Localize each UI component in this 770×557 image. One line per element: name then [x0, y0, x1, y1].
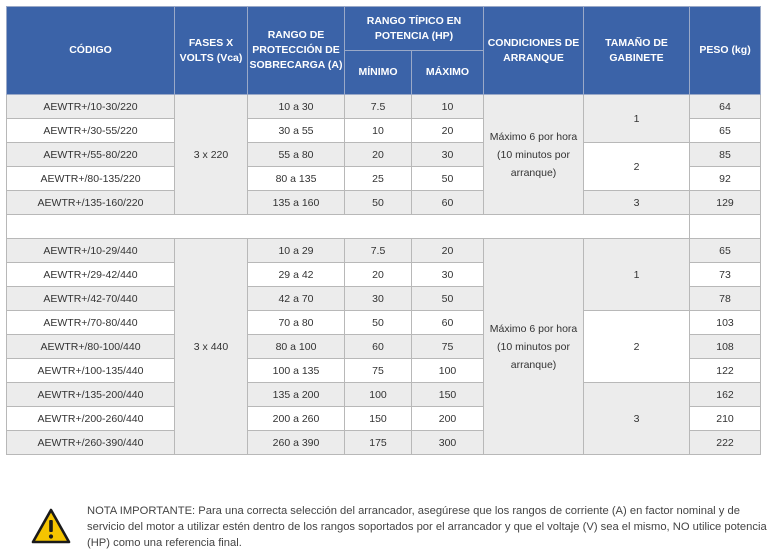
cell-rango: 135 a 200: [248, 383, 345, 407]
header-codigo: CÓDIGO: [7, 7, 175, 95]
cell-max: 30: [412, 263, 484, 287]
table-row: [7, 143, 761, 167]
cell-codigo: AEWTR+/80-135/220: [7, 167, 175, 191]
cell-max: 100: [412, 359, 484, 383]
cell-min: 50: [345, 191, 412, 215]
header-maximo: MÁXIMO: [412, 51, 484, 95]
header-fases: FASES X VOLTS (Vca): [175, 7, 248, 95]
cell-peso: 65: [690, 119, 761, 143]
separator-cell: [7, 215, 690, 239]
cell-max: 10: [412, 95, 484, 119]
important-note: [0, 495, 770, 557]
cell-codigo: AEWTR+/10-29/440: [7, 239, 175, 263]
cell-max: 50: [412, 287, 484, 311]
cell-max: 200: [412, 407, 484, 431]
cell-min: 150: [345, 407, 412, 431]
cell-rango: 10 a 30: [248, 95, 345, 119]
cell-min: 30: [345, 287, 412, 311]
cell-codigo: AEWTR+/100-135/440: [7, 359, 175, 383]
cell-max: 60: [412, 311, 484, 335]
cell-codigo: AEWTR+/135-200/440: [7, 383, 175, 407]
cell-max: 50: [412, 167, 484, 191]
cell-min: 175: [345, 431, 412, 455]
cell-max: 300: [412, 431, 484, 455]
cell-peso: 78: [690, 287, 761, 311]
cell-rango: 80 a 135: [248, 167, 345, 191]
warning-icon: [31, 508, 71, 544]
cell-max: 75: [412, 335, 484, 359]
cell-codigo: AEWTR+/55-80/220: [7, 143, 175, 167]
cell-min: 25: [345, 167, 412, 191]
cell-max: 20: [412, 239, 484, 263]
cell-condiciones: Máximo 6 por hora (10 minutos por arranque): [484, 239, 584, 455]
cell-rango: 55 a 80: [248, 143, 345, 167]
cell-rango: 100 a 135: [248, 359, 345, 383]
header-minimo: MÍNIMO: [345, 51, 412, 95]
header-tamano-gabinete: TAMAÑO DE GABINETE: [584, 7, 690, 95]
cell-peso: 103: [690, 311, 761, 335]
header-rango-potencia: RANGO TÍPICO EN POTENCIA (HP): [345, 7, 484, 51]
cell-min: 10: [345, 119, 412, 143]
header-rango-proteccion: RANGO DE PROTECCIÓN DE SOBRECARGA (A): [248, 7, 345, 95]
cell-min: 50: [345, 311, 412, 335]
cell-peso: 85: [690, 143, 761, 167]
cell-peso: 73: [690, 263, 761, 287]
cell-gabinete: 1: [584, 95, 690, 143]
cell-min: 7.5: [345, 239, 412, 263]
cell-peso: 108: [690, 335, 761, 359]
cell-gabinete: 2: [584, 311, 690, 383]
cell-rango: 80 a 100: [248, 335, 345, 359]
table-row: [7, 311, 761, 335]
cell-gabinete: 3: [584, 383, 690, 455]
cell-codigo: AEWTR+/30-55/220: [7, 119, 175, 143]
cell-codigo: AEWTR+/42-70/440: [7, 287, 175, 311]
cell-peso: 64: [690, 95, 761, 119]
cell-codigo: AEWTR+/80-100/440: [7, 335, 175, 359]
cell-codigo: AEWTR+/200-260/440: [7, 407, 175, 431]
cell-rango: 70 a 80: [248, 311, 345, 335]
cell-rango: 135 a 160: [248, 191, 345, 215]
cell-fases: 3 x 440: [175, 239, 248, 455]
cell-codigo: AEWTR+/260-390/440: [7, 431, 175, 455]
header-condiciones: CONDICIONES DE ARRANQUE: [484, 7, 584, 95]
note-text: NOTA IMPORTANTE: Para una correcta selección del arrancador, asegúrese que los rangos de corriente (A) en factor nominal y de servicio del motor a utilizar estén dentro de los rangos soportados por el arrancador y que el voltaje (V) sea el mismo, NO utilice potencia (HP) como una referencia final.: [87, 505, 767, 549]
cell-rango: 10 a 29: [248, 239, 345, 263]
cell-gabinete: 3: [584, 191, 690, 215]
cell-rango: 42 a 70: [248, 287, 345, 311]
cell-peso: 122: [690, 359, 761, 383]
cell-peso: 222: [690, 431, 761, 455]
cell-min: 20: [345, 263, 412, 287]
spec-table: [6, 6, 761, 455]
table-row: [7, 383, 761, 407]
cell-peso: 129: [690, 191, 761, 215]
cell-codigo: AEWTR+/135-160/220: [7, 191, 175, 215]
cell-peso: 65: [690, 239, 761, 263]
cell-fases: 3 x 220: [175, 95, 248, 215]
cell-max: 150: [412, 383, 484, 407]
cell-codigo: AEWTR+/10-30/220: [7, 95, 175, 119]
cell-max: 60: [412, 191, 484, 215]
separator-cell: [690, 215, 761, 239]
table-row: [7, 191, 761, 215]
table-row: [7, 95, 761, 119]
cell-peso: 162: [690, 383, 761, 407]
cell-min: 20: [345, 143, 412, 167]
cell-rango: 30 a 55: [248, 119, 345, 143]
cell-max: 20: [412, 119, 484, 143]
cell-peso: 92: [690, 167, 761, 191]
cell-gabinete: 2: [584, 143, 690, 191]
table-row: [7, 239, 761, 263]
cell-min: 60: [345, 335, 412, 359]
cell-min: 100: [345, 383, 412, 407]
cell-peso: 210: [690, 407, 761, 431]
cell-rango: 260 a 390: [248, 431, 345, 455]
cell-gabinete: 1: [584, 239, 690, 311]
group-separator: [7, 215, 761, 239]
cell-max: 30: [412, 143, 484, 167]
cell-min: 75: [345, 359, 412, 383]
cell-codigo: AEWTR+/29-42/440: [7, 263, 175, 287]
cell-min: 7.5: [345, 95, 412, 119]
cell-rango: 29 a 42: [248, 263, 345, 287]
cell-codigo: AEWTR+/70-80/440: [7, 311, 175, 335]
header-peso: PESO (kg): [690, 7, 761, 95]
cell-rango: 200 a 260: [248, 407, 345, 431]
cell-condiciones: Máximo 6 por hora (10 minutos por arranque): [484, 95, 584, 215]
